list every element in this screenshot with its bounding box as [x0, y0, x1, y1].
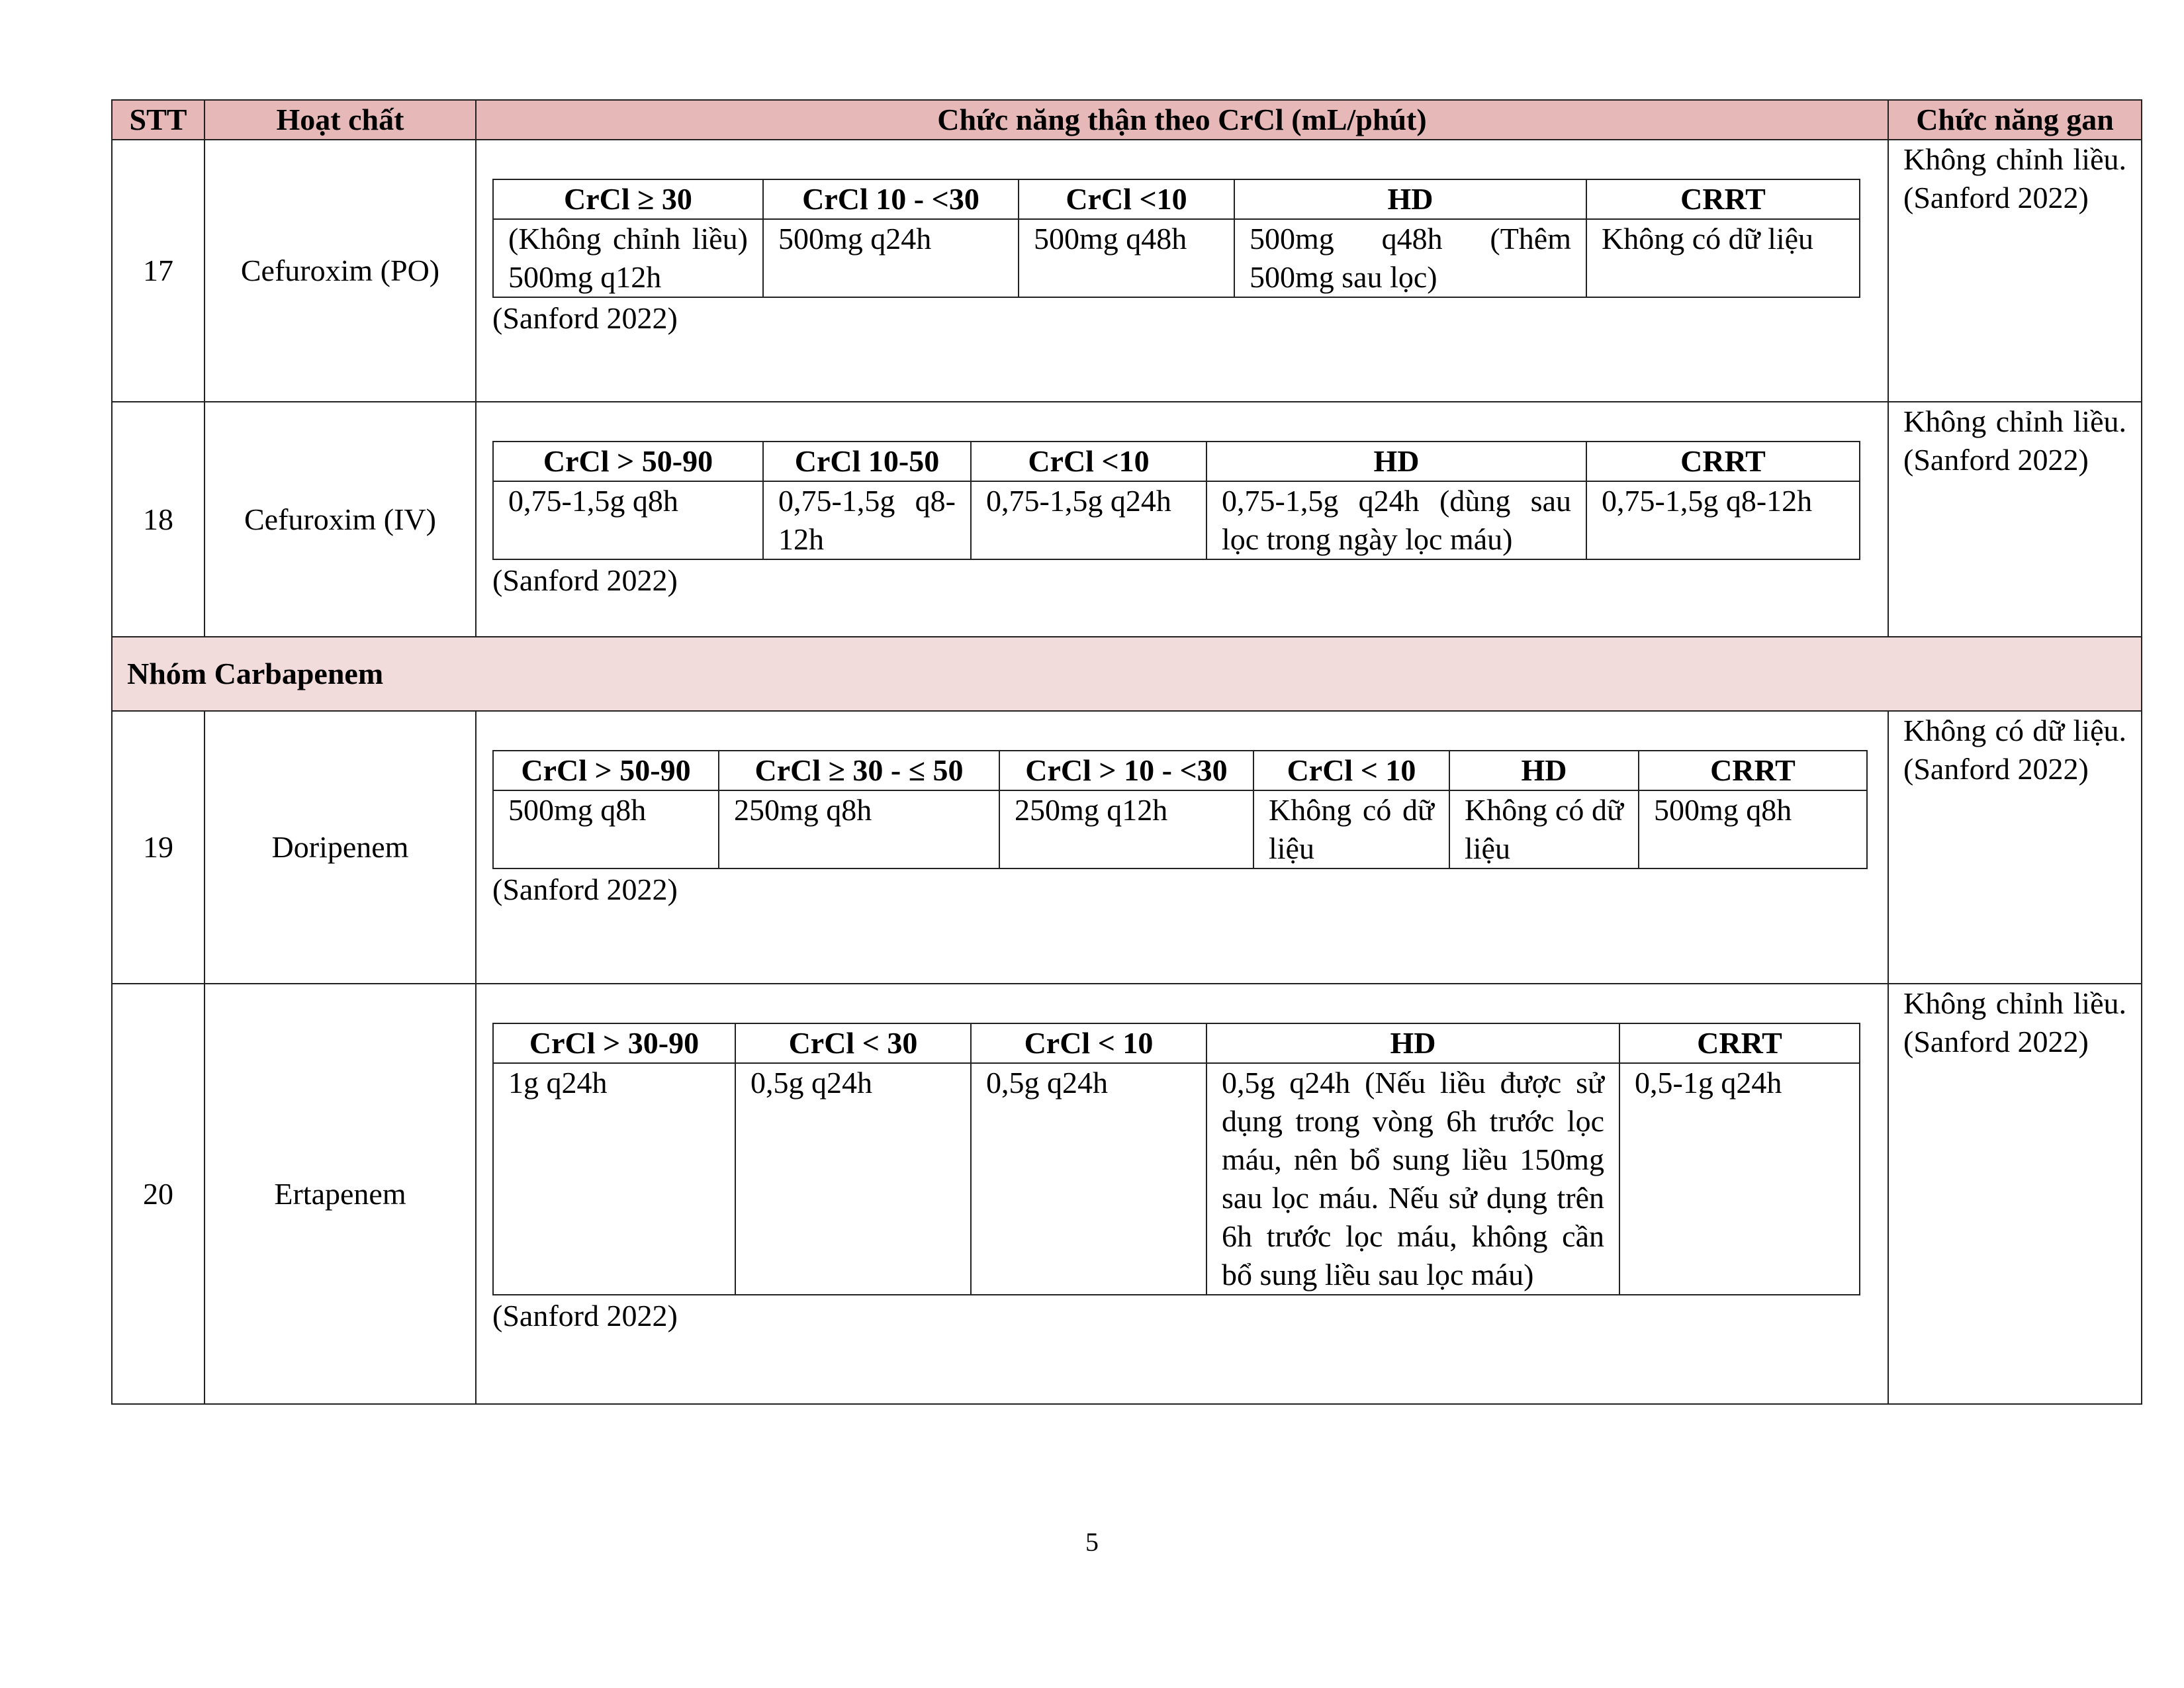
- dose-cell: 0,75-1,5g q8-12h: [1586, 481, 1860, 559]
- subtable-col-header: CrCl 10-50: [763, 442, 971, 481]
- subtable-col-header: CrCl <10: [1019, 179, 1234, 219]
- subtable-col-header: CrCl ≥ 30: [493, 179, 763, 219]
- header-active-ingredient: Hoạt chất: [205, 100, 476, 140]
- dose-cell: 0,5g q24h (Nếu liều được sử dụng trong vòng 6h trước lọc máu, nên bổ sung liều 150mg sau lọc máu. Nếu sử dụng trên 6h trước lọc máu, không cần bổ sung liều sau lọc máu): [1206, 1063, 1619, 1295]
- dose-cell: Không có dữ liệu: [1253, 790, 1449, 868]
- subtable-col-header: HD: [1206, 442, 1586, 481]
- subtable-col-header: CrCl 10 - <30: [763, 179, 1019, 219]
- source-citation: (Sanford 2022): [492, 872, 678, 906]
- dose-cell: 0,75-1,5g q8-12h: [763, 481, 971, 559]
- dose-cell: 500mg q48h: [1019, 219, 1234, 297]
- dose-cell: 500mg q24h: [763, 219, 1019, 297]
- dose-cell: Không có dữ liệu: [1586, 219, 1860, 297]
- table-row: [112, 984, 2142, 1404]
- header-stt: STT: [112, 100, 205, 140]
- source-citation: (Sanford 2022): [492, 301, 678, 335]
- subtable-value-row: [493, 790, 1867, 868]
- group-title: Nhóm Carbapenem: [112, 637, 2142, 711]
- subtable-col-header: CRRT: [1639, 751, 1867, 790]
- renal-dosing-cell: [476, 984, 1888, 1404]
- group-row-carbapenem: [112, 637, 2142, 711]
- page-number: 5: [1085, 1527, 1099, 1557]
- liver-function-cell: Không chỉnh liều. (Sanford 2022): [1888, 402, 2142, 637]
- dose-cell: 0,75-1,5g q24h: [971, 481, 1206, 559]
- renal-dosing-subtable: [492, 441, 1860, 560]
- subtable-col-header: CrCl < 10: [971, 1023, 1206, 1063]
- subtable-col-header: CRRT: [1586, 179, 1860, 219]
- renal-dosing-subtable: [492, 1023, 1860, 1295]
- dose-cell: 500mg q8h: [493, 790, 719, 868]
- dose-cell: 250mg q12h: [999, 790, 1253, 868]
- renal-dosing-subtable: [492, 750, 1868, 869]
- dose-cell: 0,5g q24h: [735, 1063, 971, 1295]
- table-row: [112, 711, 2142, 984]
- subtable-col-header: HD: [1234, 179, 1586, 219]
- row-stt: 20: [112, 984, 205, 1404]
- table-row: [112, 140, 2142, 402]
- renal-dosing-subtable: [492, 179, 1860, 298]
- dose-cell: 0,75-1,5g q8h: [493, 481, 763, 559]
- subtable-col-header: CRRT: [1619, 1023, 1860, 1063]
- subtable-header-row: [493, 751, 1867, 790]
- subtable-col-header: CrCl > 10 - <30: [999, 751, 1253, 790]
- row-drug-name: Doripenem: [205, 711, 476, 984]
- subtable-col-header: CrCl <10: [971, 442, 1206, 481]
- row-stt: 18: [112, 402, 205, 637]
- dose-cell: 0,75-1,5g q24h (dùng sau lọc trong ngày lọc máu): [1206, 481, 1586, 559]
- header-liver-function: Chức năng gan: [1888, 100, 2142, 140]
- renal-dosing-cell: [476, 402, 1888, 637]
- liver-function-cell: Không chỉnh liều. (Sanford 2022): [1888, 984, 2142, 1404]
- dose-cell: (Không chỉnh liều) 500mg q12h: [493, 219, 763, 297]
- subtable-col-header: CrCl > 30-90: [493, 1023, 735, 1063]
- subtable-value-row: [493, 1063, 1860, 1295]
- subtable-col-header: HD: [1206, 1023, 1619, 1063]
- dosing-table: [111, 99, 2142, 1405]
- liver-function-cell: Không chỉnh liều. (Sanford 2022): [1888, 140, 2142, 402]
- subtable-col-header: CrCl ≥ 30 - ≤ 50: [719, 751, 999, 790]
- subtable-header-row: [493, 1023, 1860, 1063]
- dose-cell: 250mg q8h: [719, 790, 999, 868]
- subtable-header-row: [493, 442, 1860, 481]
- row-drug-name: Cefuroxim (IV): [205, 402, 476, 637]
- dose-cell: 1g q24h: [493, 1063, 735, 1295]
- dose-cell: 0,5g q24h: [971, 1063, 1206, 1295]
- dose-cell: 0,5-1g q24h: [1619, 1063, 1860, 1295]
- row-drug-name: Ertapenem: [205, 984, 476, 1404]
- table-header-row: [112, 100, 2142, 140]
- subtable-col-header: CrCl < 30: [735, 1023, 971, 1063]
- subtable-header-row: [493, 179, 1860, 219]
- table-row: [112, 402, 2142, 637]
- liver-function-cell: Không có dữ liệu. (Sanford 2022): [1888, 711, 2142, 984]
- subtable-col-header: HD: [1449, 751, 1639, 790]
- subtable-value-row: [493, 481, 1860, 559]
- source-citation: (Sanford 2022): [492, 1299, 678, 1333]
- dose-cell: 500mg q48h (Thêm 500mg sau lọc): [1234, 219, 1586, 297]
- subtable-col-header: CRRT: [1586, 442, 1860, 481]
- row-drug-name: Cefuroxim (PO): [205, 140, 476, 402]
- renal-dosing-cell: [476, 140, 1888, 402]
- dose-cell: 500mg q8h: [1639, 790, 1867, 868]
- source-citation: (Sanford 2022): [492, 563, 678, 597]
- row-stt: 17: [112, 140, 205, 402]
- header-renal-function: Chức năng thận theo CrCl (mL/phút): [476, 100, 1888, 140]
- renal-dosing-cell: [476, 711, 1888, 984]
- subtable-col-header: CrCl > 50-90: [493, 442, 763, 481]
- subtable-col-header: CrCl > 50-90: [493, 751, 719, 790]
- subtable-value-row: [493, 219, 1860, 297]
- row-stt: 19: [112, 711, 205, 984]
- dose-cell: Không có dữ liệu: [1449, 790, 1639, 868]
- subtable-col-header: CrCl < 10: [1253, 751, 1449, 790]
